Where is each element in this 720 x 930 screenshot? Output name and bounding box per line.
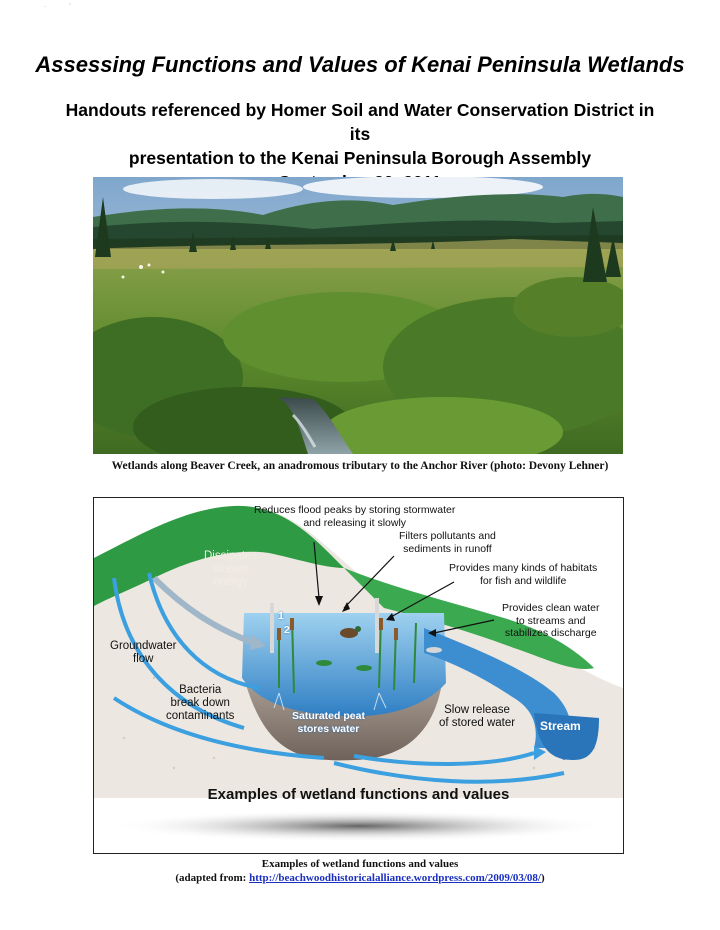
source-prefix: (adapted from: [175,872,250,884]
label-bacteria-line-2: break down [170,697,230,709]
diagram-heading: Examples of wetland functions and values [207,786,510,803]
label-dissipates-line-2: stream [212,563,249,575]
label-provides-habitats [449,562,597,587]
label-slow-release [439,704,515,730]
label-stake-number-1: 1 [278,610,284,622]
label-saturated-peat-line-2: stores water [297,722,360,735]
label-groundwater-flow [110,640,176,666]
label-provides-habitats-line-2: for fish and wildlife [479,574,567,587]
wetland-functions-diagram [93,497,624,854]
wetland-photo [93,177,623,454]
label-dissipates-stream-energy [204,550,257,589]
label-reduces-flood-peaks-line-2: and releasing it slowly [303,516,407,529]
subtitle-line-1: Handouts referenced by Homer Soil and Water Conservation District in its [65,100,655,144]
document-title: Assessing Functions and Values of Kenai Peninsula Wetlands [35,52,685,77]
label-filters-pollutants [399,530,496,555]
label-filters-pollutants-line-1: Filters pollutants and [399,530,496,542]
label-slow-release-line-1: Slow release [444,704,510,716]
label-reduces-flood-peaks-line-1: Reduces flood peaks by storing stormwater [254,504,456,516]
label-bacteria-line-3: contaminants [166,710,235,722]
subtitle-line-2: presentation to the Kenai Peninsula Borough Assembly [128,148,592,168]
source-suffix: ) [540,872,545,884]
label-provides-clean-water-line-2: to streams and [516,614,586,627]
label-groundwater-flow-line-2: flow [133,653,154,665]
label-slow-release-line-2: of stored water [439,717,516,729]
photo-caption: Wetlands along Beaver Creek, an anadromous tributary to the Anchor River (photo: Devony Lehner) [111,460,609,472]
label-saturated-peat [292,710,365,735]
label-stake-number-2: 2 [284,624,290,636]
diagram-caption [0,857,720,885]
label-provides-clean-water [502,602,599,640]
label-provides-habitats-line-1: Provides many kinds of habitats [449,562,598,574]
label-dissipates-line-1: Dissipates [204,550,258,562]
diagram-caption-line-1: Examples of wetland functions and values [261,858,459,870]
label-groundwater-flow-line-1: Groundwater [110,640,177,652]
label-bacteria-line-1: Bacteria [179,684,222,696]
label-saturated-peat-line-1: Saturated peat [292,710,365,722]
label-reduces-flood-peaks [254,504,455,529]
label-dissipates-line-3: energy [212,576,249,588]
label-filters-pollutants-line-2: sediments in runoff [403,542,492,555]
scan-specks: · ' [44,4,71,10]
label-provides-clean-water-line-3: stabilizes discharge [504,627,597,639]
label-bacteria-break-down [166,684,234,723]
label-provides-clean-water-line-1: Provides clean water [502,602,600,614]
source-link[interactable]: http://beachwoodhistoricalalliance.wordpress.com/2009/03/08/ [249,872,541,884]
label-stream: Stream [540,719,581,733]
diagram-caption-source [0,871,720,885]
